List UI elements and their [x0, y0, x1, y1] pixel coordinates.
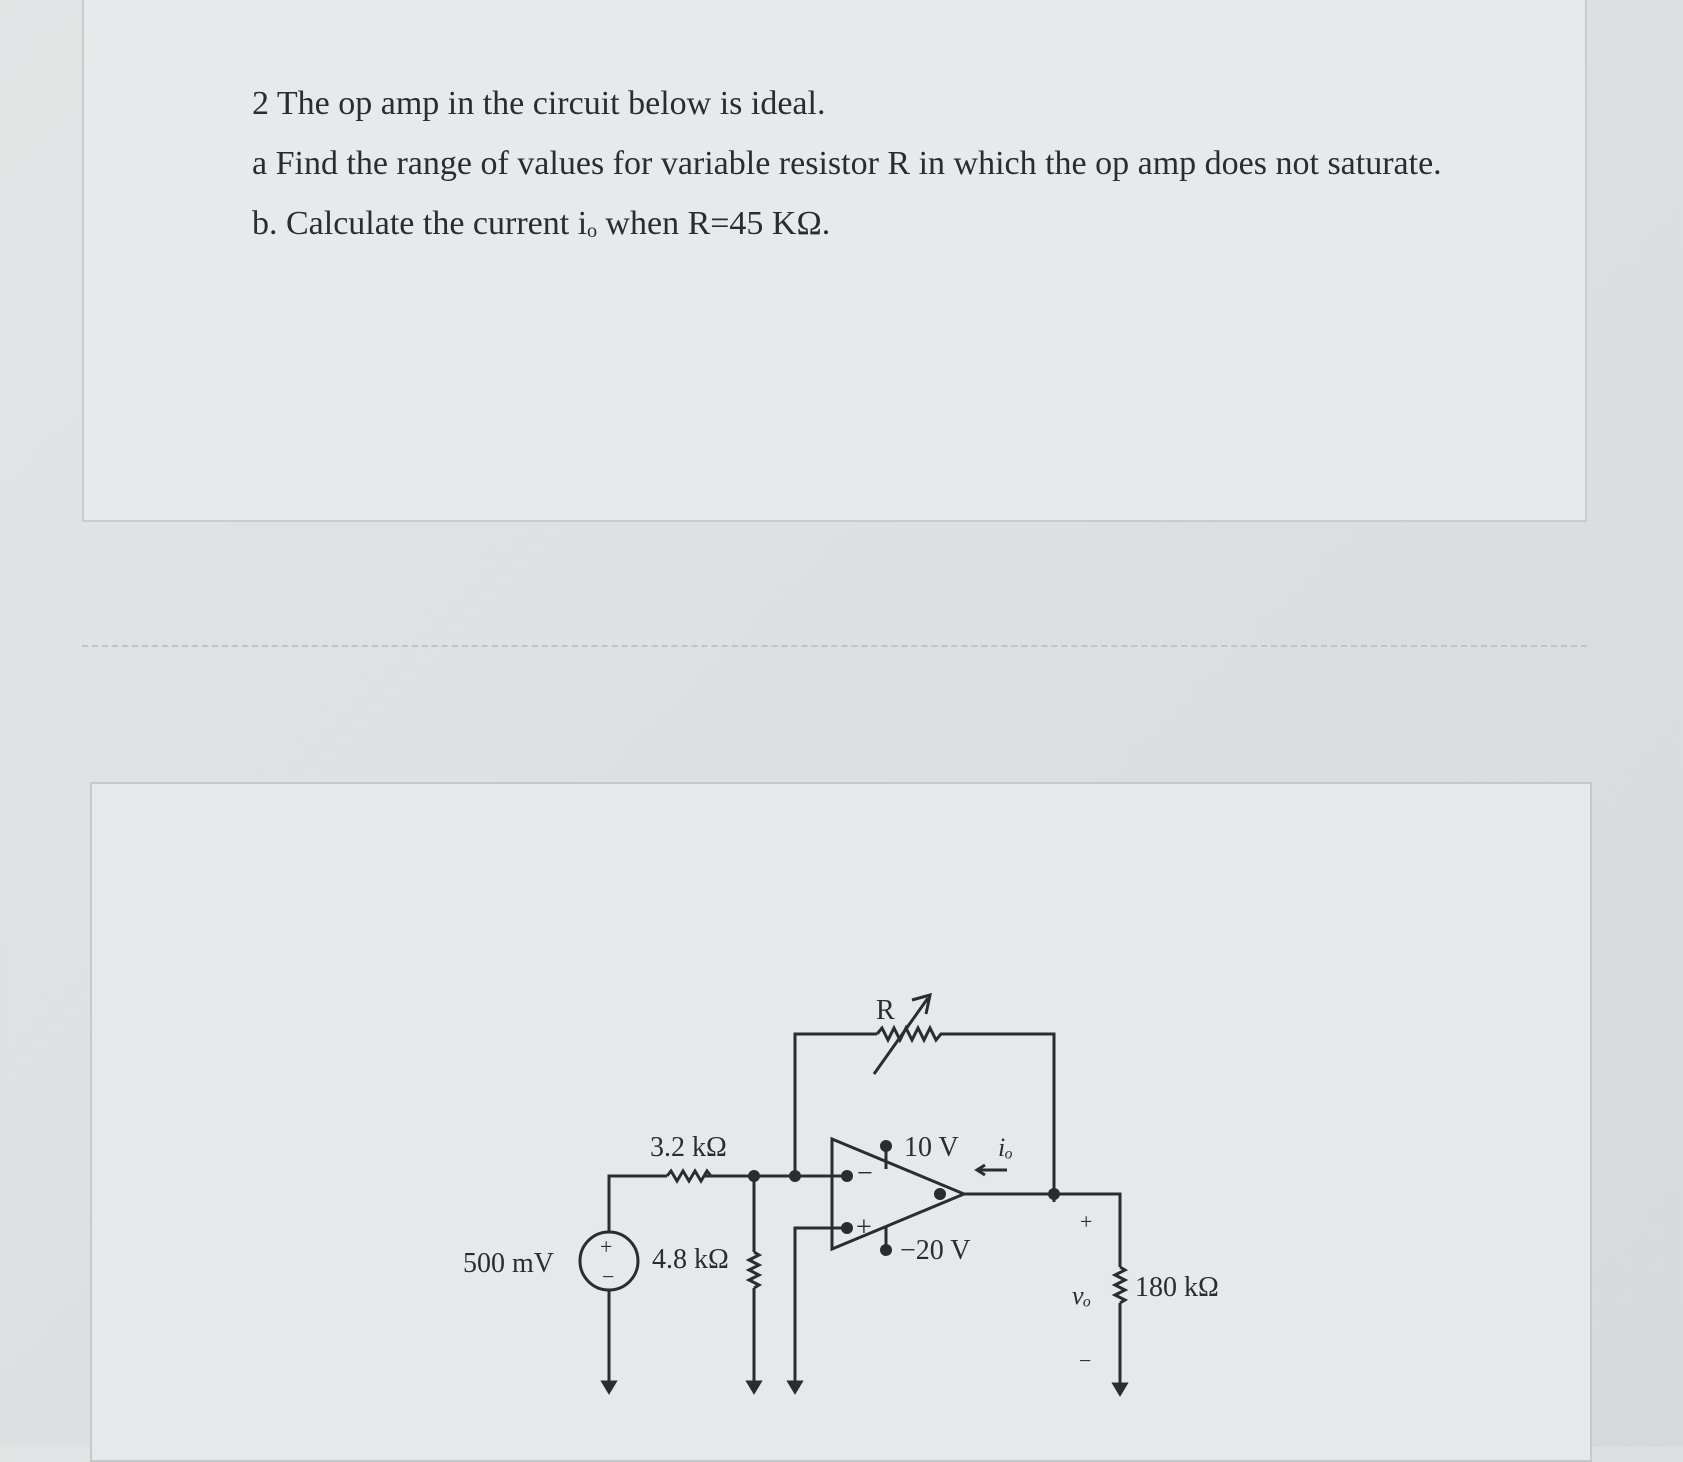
label-180k: 180 kΩ	[1135, 1272, 1219, 1303]
figure-panel	[90, 782, 1592, 1462]
feedback-wire-right	[940, 1034, 1054, 1202]
question-part-a: a Find the range of values for variable resistor R in which the op amp does not saturate.	[252, 145, 1442, 182]
label-io: iₒ	[998, 1133, 1013, 1162]
label-vo: vₒ	[1072, 1281, 1091, 1310]
question-title: 2 The op amp in the circuit below is ideal.	[252, 85, 826, 122]
vo-minus: −	[1079, 1348, 1092, 1373]
variable-resistor-r	[877, 1028, 941, 1040]
ground-icon	[603, 1382, 615, 1392]
source-minus: −	[602, 1264, 615, 1289]
label-3-2k: 3.2 kΩ	[650, 1132, 727, 1163]
label-4-8k: 4.8 kΩ	[652, 1244, 729, 1275]
output-wire	[964, 1194, 1120, 1267]
opamp-plus: +	[856, 1212, 872, 1243]
circuit-diagram	[92, 784, 1590, 1460]
noninv-input-wire	[795, 1228, 847, 1382]
source-top-wire	[609, 1176, 667, 1232]
ground-icon	[789, 1382, 801, 1392]
label-neg20v: −20 V	[900, 1235, 971, 1266]
ground-icon	[748, 1382, 760, 1392]
vo-plus: +	[1080, 1209, 1093, 1234]
resistor-3-2k	[667, 1171, 711, 1181]
source-plus: +	[600, 1234, 613, 1259]
question-part-b: b. Calculate the current iₒ when R=45 KΩ.	[252, 205, 831, 242]
label-500mv: 500 mV	[463, 1248, 554, 1279]
question-panel	[82, 0, 1587, 522]
resistor-180k	[1115, 1267, 1125, 1303]
label-10v: 10 V	[904, 1132, 959, 1163]
resistor-4-8k	[749, 1252, 759, 1288]
dashed-divider	[82, 645, 1587, 647]
label-r: R	[876, 995, 895, 1026]
opamp-minus: −	[857, 1158, 873, 1189]
ground-icon	[1114, 1384, 1126, 1394]
